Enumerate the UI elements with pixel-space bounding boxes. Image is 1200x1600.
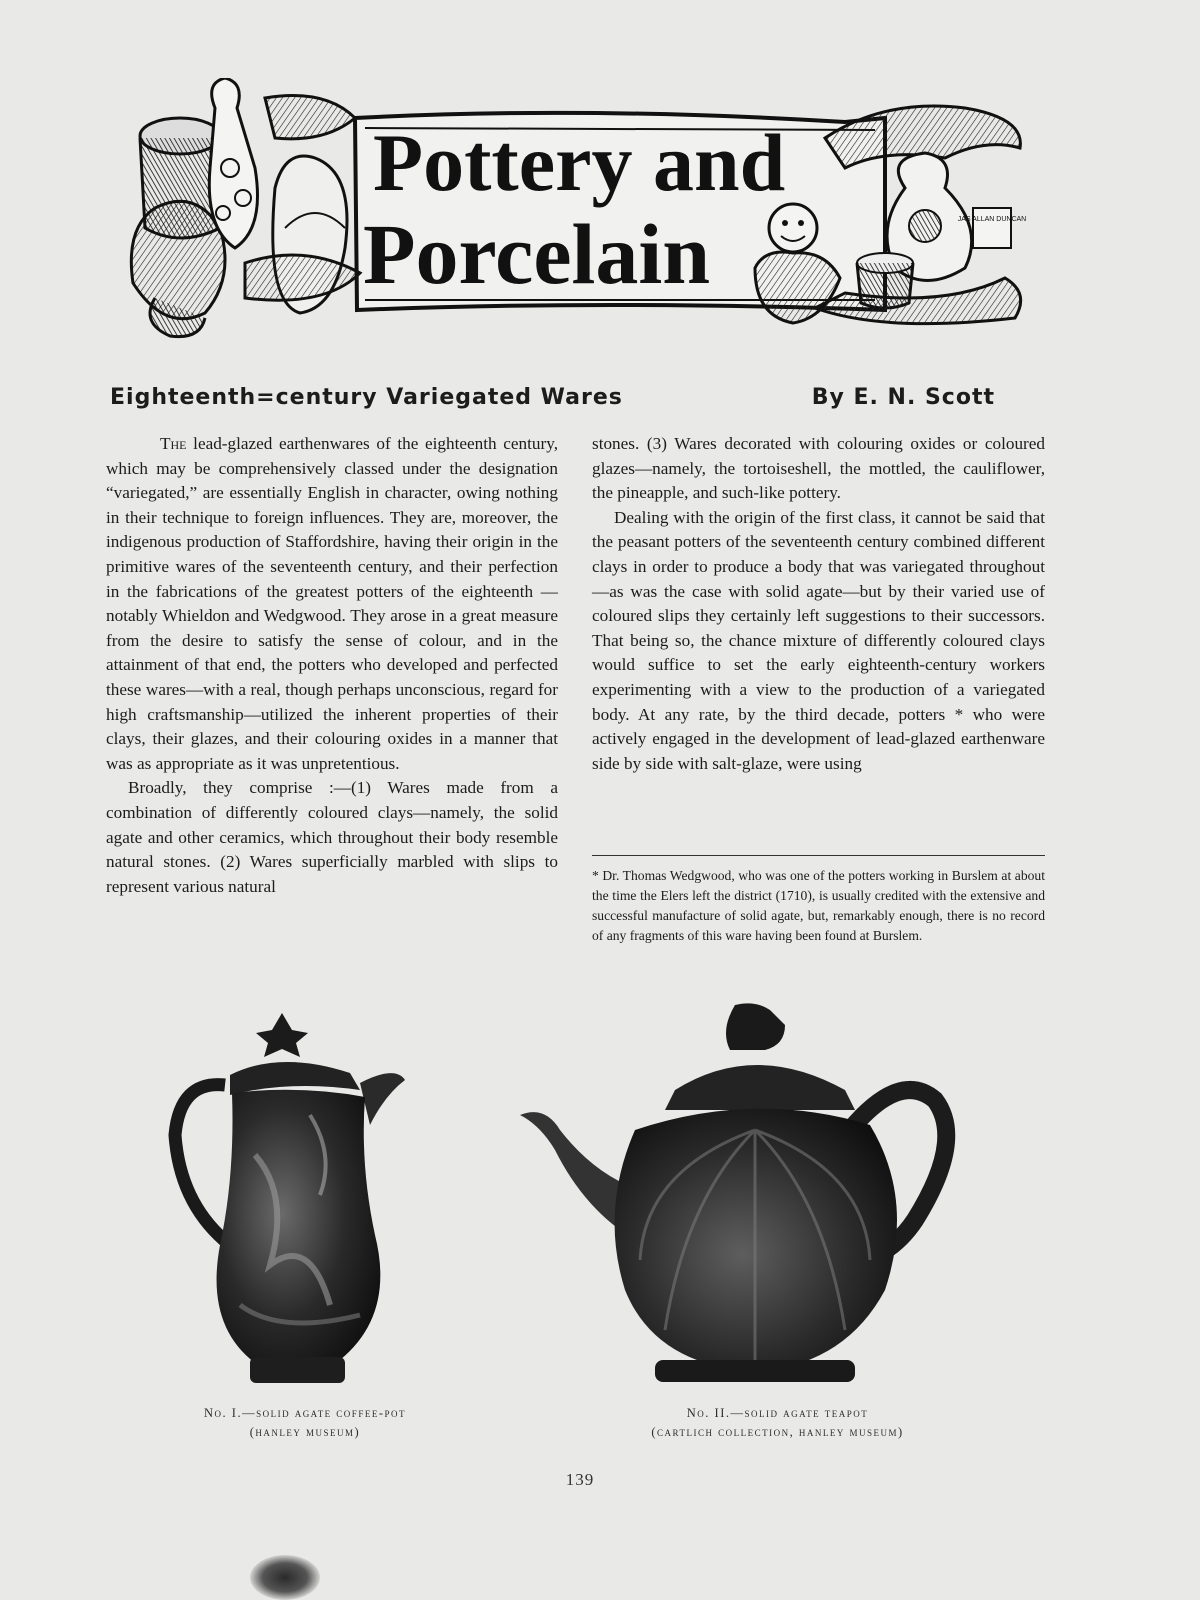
left-paragraph-2: Broadly, they comprise :—(1) Wares made from a combination of differently coloured clays—namely, the solid agate and other ceramics, which throughout their body resemble natural stones. (2) Wares superficially marbled with slips to represent various natural xyxy=(106,778,558,896)
figure-1-caption-line2: (hanley museum) xyxy=(249,1425,361,1439)
figure-2-caption xyxy=(590,1404,965,1442)
footnote-divider xyxy=(592,855,1045,856)
lead-word: The xyxy=(160,434,187,453)
figure-2-caption-line2: (cartlich collection, hanley museum) xyxy=(651,1425,904,1439)
right-paragraph-2: Dealing with the origin of the first class, it cannot be said that the peasant potters of the seventeenth century combined different clays in order to produce a body that was variegated throughout—as was the case with solid agate—but by their varied use of coloured slips they certainly left suggestions to their successors. That being so, the chance mixture of differently coloured clays would suffice to set the early eighteenth-century workers experimenting with a view to the production of a variegated body. At any rate, by the third decade, potters * who were actively engaged in the development of lead-glazed earthenware side by side with salt-glaze, were using xyxy=(592,507,1045,773)
banner-line2: Porcelain xyxy=(363,206,711,302)
teapot-photo xyxy=(515,1000,975,1392)
right-paragraph-1: stones. (3) Wares decorated with colouring oxides or coloured glazes—namely, the tortoiseshell, the mottled, the cauliflower, the pineapple, and such-like pottery. xyxy=(592,434,1045,503)
banner-line1: Pottery and xyxy=(373,117,786,208)
figure-2-caption-line1: No. II.—solid agate teapot xyxy=(686,1406,869,1420)
right-column xyxy=(592,432,1045,776)
ink-smudge xyxy=(250,1555,320,1600)
article-headline xyxy=(110,385,995,421)
left-paragraph-1-text: lead-glazed earthenwares of the eighteenth century, which may be comprehensively classed under the designation “variegated,” are essentially English in character, owing nothing in their technique to foreign influences. They are, moreover, the indigenous production of Staffordshire, having their origin in the primitive wares of the seventeenth century, and their perfection in the fabrications of the greatest potters of the eighteenth — notably Whieldon and Wedgwood. They arose in a great measure from the desire to satisfy the sense of colour, and in the attainment of that end, the potters who developed and perfected these wares—with a real, though perhaps unconscious, regard for high craftsmanship—utilized the inherent properties of their clays, their glazes, and their colouring oxides in a manner that was as appropriate as it was unpretentious. xyxy=(106,434,558,773)
left-pottery-cluster xyxy=(131,78,360,337)
pottery-and-porcelain-banner xyxy=(125,78,1035,346)
plaque-text: JAS ALLAN DUNCAN xyxy=(957,216,1027,223)
figure-1-caption xyxy=(140,1404,470,1442)
left-column xyxy=(106,432,558,899)
left-paragraph-1 xyxy=(106,432,558,776)
article-title: Eighteenth=century Variegated Wares xyxy=(110,385,623,410)
coffee-pot-photo xyxy=(160,1005,420,1390)
article-byline: By E. N. Scott xyxy=(811,385,995,410)
page-number: 139 xyxy=(565,1470,595,1489)
figure-1-caption-line1: No. I.—solid agate coffee-pot xyxy=(204,1406,406,1420)
footnote: * Dr. Thomas Wedgwood, who was one of the potters working in Burslem at about the time the Elers left the district (1710), is usually credited with the extensive and successful manufacture of solid agate, but, remarkably enough, there is no record of any fragments of this ware having been found at Burslem. xyxy=(592,868,1045,943)
